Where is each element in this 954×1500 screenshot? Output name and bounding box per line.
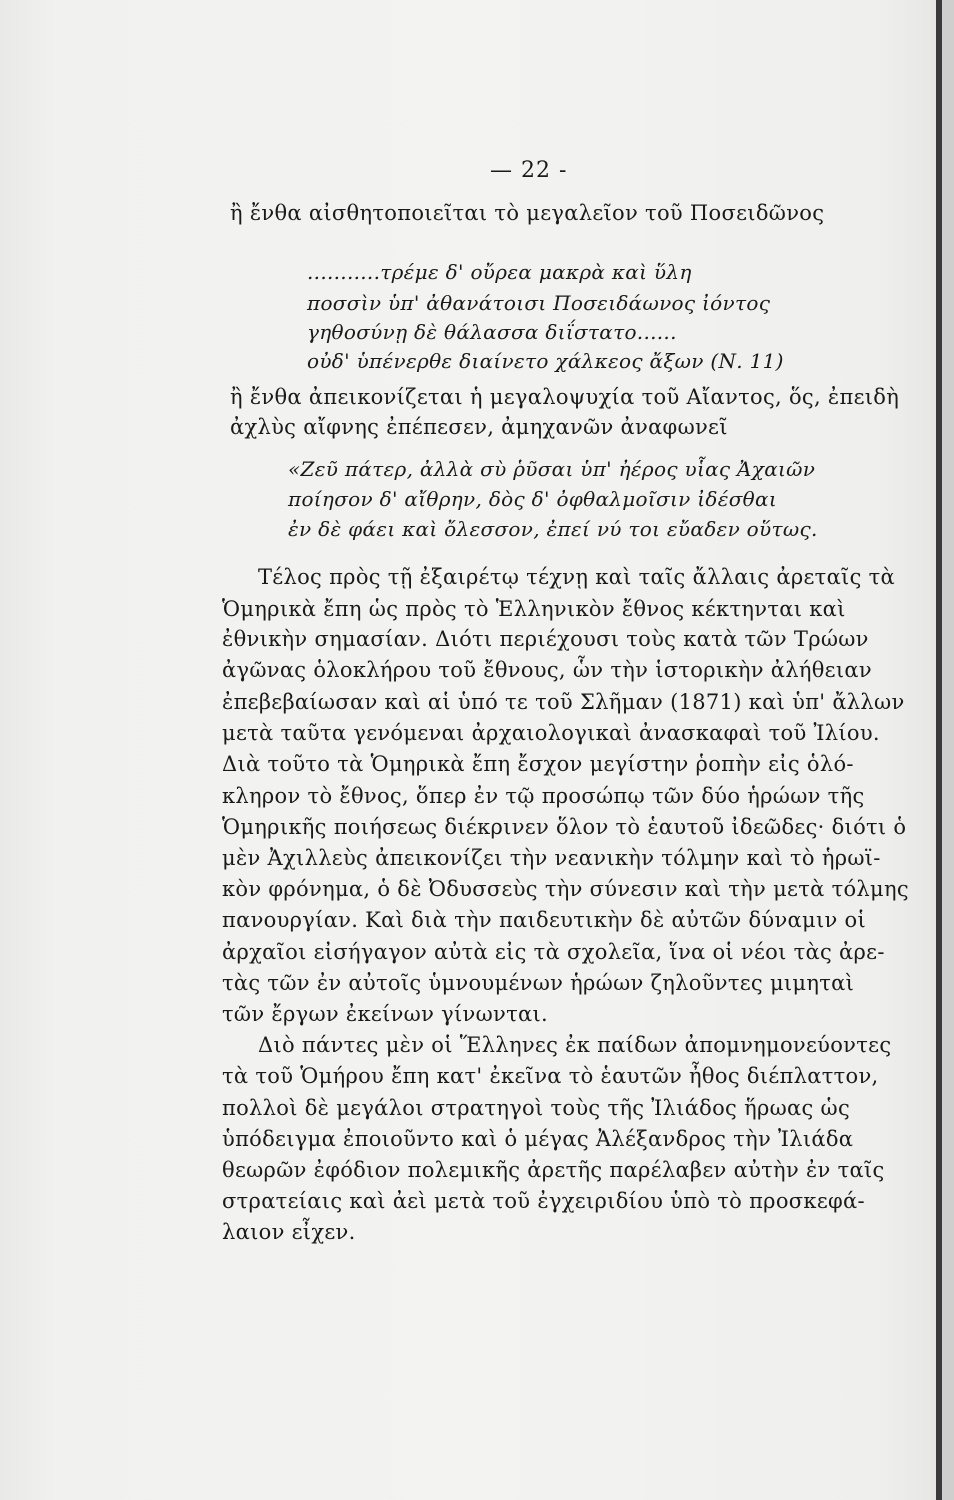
- paragraph-line: Τέλος πρὸς τῇ ἐξαιρέτῳ τέχνῃ καὶ ταῖς ἄλλαις ἀρεταῖς τὰ: [258, 565, 896, 589]
- paragraph-line: ἀρχαῖοι εἰσήγαγον αὐτὰ εἰς τὰ σχολεῖα, ἵνα οἱ νέοι τὰς ἀρε-: [222, 940, 885, 964]
- paragraph-line: τῶν ἔργων ἐκείνων γίνωνται.: [222, 1002, 549, 1026]
- paragraph-line: τὰς τῶν ἐν αὐτοῖς ὑμνουμένων ἡρώων ζηλοῦντες μιμηταὶ: [222, 971, 855, 995]
- intro-line: ἢ ἔνθα αἰσθητοποιεῖται τὸ μεγαλεῖον τοῦ Ποσειδῶνος: [230, 201, 825, 225]
- paragraph-line: Διὰ τοῦτο τὰ Ὁμηρικὰ ἔπη ἔσχον μεγίστην ῥοπὴν εἰς ὁλό-: [222, 752, 854, 776]
- text-line: ἢ ἔνθα ἀπεικονίζεται ἡ μεγαλοψυχία τοῦ Αἴαντος, ὅς, ἐπειδὴ: [230, 385, 900, 409]
- paragraph-line: μὲν Ἀχιλλεὺς ἀπεικονίζει τὴν νεανικὴν τόλμην καὶ τὸ ἡρωϊ-: [222, 846, 881, 870]
- paragraph-line: μετὰ ταῦτα γενόμεναι ἀρχαιολογικαὶ ἀνασκαφαὶ τοῦ Ἰλίου.: [222, 721, 880, 745]
- quote-line: ἐν δὲ φάει καὶ ὄλεσσον, ἐπεί νύ τοι εὔαδεν οὕτως.: [288, 517, 818, 541]
- page-number: — 22 -: [490, 158, 568, 183]
- paragraph-line: Ὁμηρικῆς ποιήσεως διέκρινεν ὅλον τὸ ἑαυτοῦ ἰδεῶδες· διότι ὁ: [222, 815, 907, 839]
- paragraph-line: κὸν φρόνημα, ὁ δὲ Ὀδυσσεὺς τὴν σύνεσιν καὶ τὴν μετὰ τόλμης: [222, 877, 909, 901]
- paragraph-line: ἐπεβεβαίωσαν καὶ αἱ ὑπό τε τοῦ Σλῆμαν (1871) καὶ ὑπ' ἄλλων: [222, 690, 905, 714]
- verse-line: οὐδ' ὑπένερθε διαίνετο χάλκεος ἄξων (Ν. 11): [307, 349, 784, 373]
- paragraph-line: Διὸ πάντες μὲν οἱ Ἕλληνες ἐκ παίδων ἀπομνημονεύοντες: [258, 1033, 892, 1057]
- verse-line: ποσσὶν ὑπ' ἀθανάτοισι Ποσειδάωνος ἰόντος: [307, 291, 771, 315]
- paragraph-line: θεωρῶν ἐφόδιον πολεμικῆς ἀρετῆς παρέλαβεν αὐτὴν ἐν ταῖς: [222, 1158, 885, 1182]
- paragraph-line: πανουργίαν. Καὶ διὰ τὴν παιδευτικὴν δὲ αὐτῶν δύναμιν οἱ: [222, 908, 867, 932]
- paragraph-line: ὑπόδειγμα ἐποιοῦντο καὶ ὁ μέγας Ἀλέξανδρος τὴν Ἰλιάδα: [222, 1127, 854, 1151]
- page-edge-strip: [942, 0, 954, 1500]
- paragraph-line: πολλοὶ δὲ μεγάλοι στρατηγοὶ τοὺς τῆς Ἰλιάδος ἥρωας ὡς: [222, 1096, 851, 1120]
- quote-line: «Ζεῦ πάτερ, ἀλλὰ σὺ ῥῦσαι ὑπ' ἠέρος υἷας Ἀχαιῶν: [288, 457, 816, 481]
- quote-line: ποίησον δ' αἴθρην, δὸς δ' ὀφθαλμοῖσιν ἰδέσθαι: [288, 487, 777, 511]
- paragraph-line: στρατείαις καὶ ἀεὶ μετὰ τοῦ ἐγχειριδίου ὑπὸ τὸ προσκεφά-: [222, 1189, 865, 1213]
- paragraph-line: ἀγῶνας ὁλοκλήρου τοῦ ἔθνους, ὧν τὴν ἱστορικὴν ἀλήθειαν: [222, 658, 872, 682]
- paragraph-line: λαιον εἶχεν.: [222, 1220, 356, 1244]
- verse-line: ...........τρέμε δ' οὔρεα μακρὰ καὶ ὕλη: [307, 260, 692, 284]
- text-line: ἀχλὺς αἴφνης ἐπέπεσεν, ἀμηχανῶν ἀναφωνεῖ: [230, 415, 728, 439]
- paragraph-line: ἐθνικὴν σημασίαν. Διότι περιέχουσι τοὺς κατὰ τῶν Τρώων: [222, 627, 869, 651]
- verse-line: γηθοσύνῃ δὲ θάλασσα διΐστατο......: [307, 320, 677, 344]
- paragraph-line: κληρον τὸ ἔθνος, ὅπερ ἐν τῷ προσώπῳ τῶν δύο ἡρώων τῆς: [222, 784, 865, 808]
- paragraph-line: Ὁμηρικὰ ἔπη ὡς πρὸς τὸ Ἑλληνικὸν ἔθνος κέκτηνται καὶ: [222, 597, 846, 621]
- paragraph-line: τὰ τοῦ Ὁμήρου ἔπη κατ' ἐκεῖνα τὸ ἑαυτῶν ἦθος διέπλαττον,: [222, 1064, 879, 1088]
